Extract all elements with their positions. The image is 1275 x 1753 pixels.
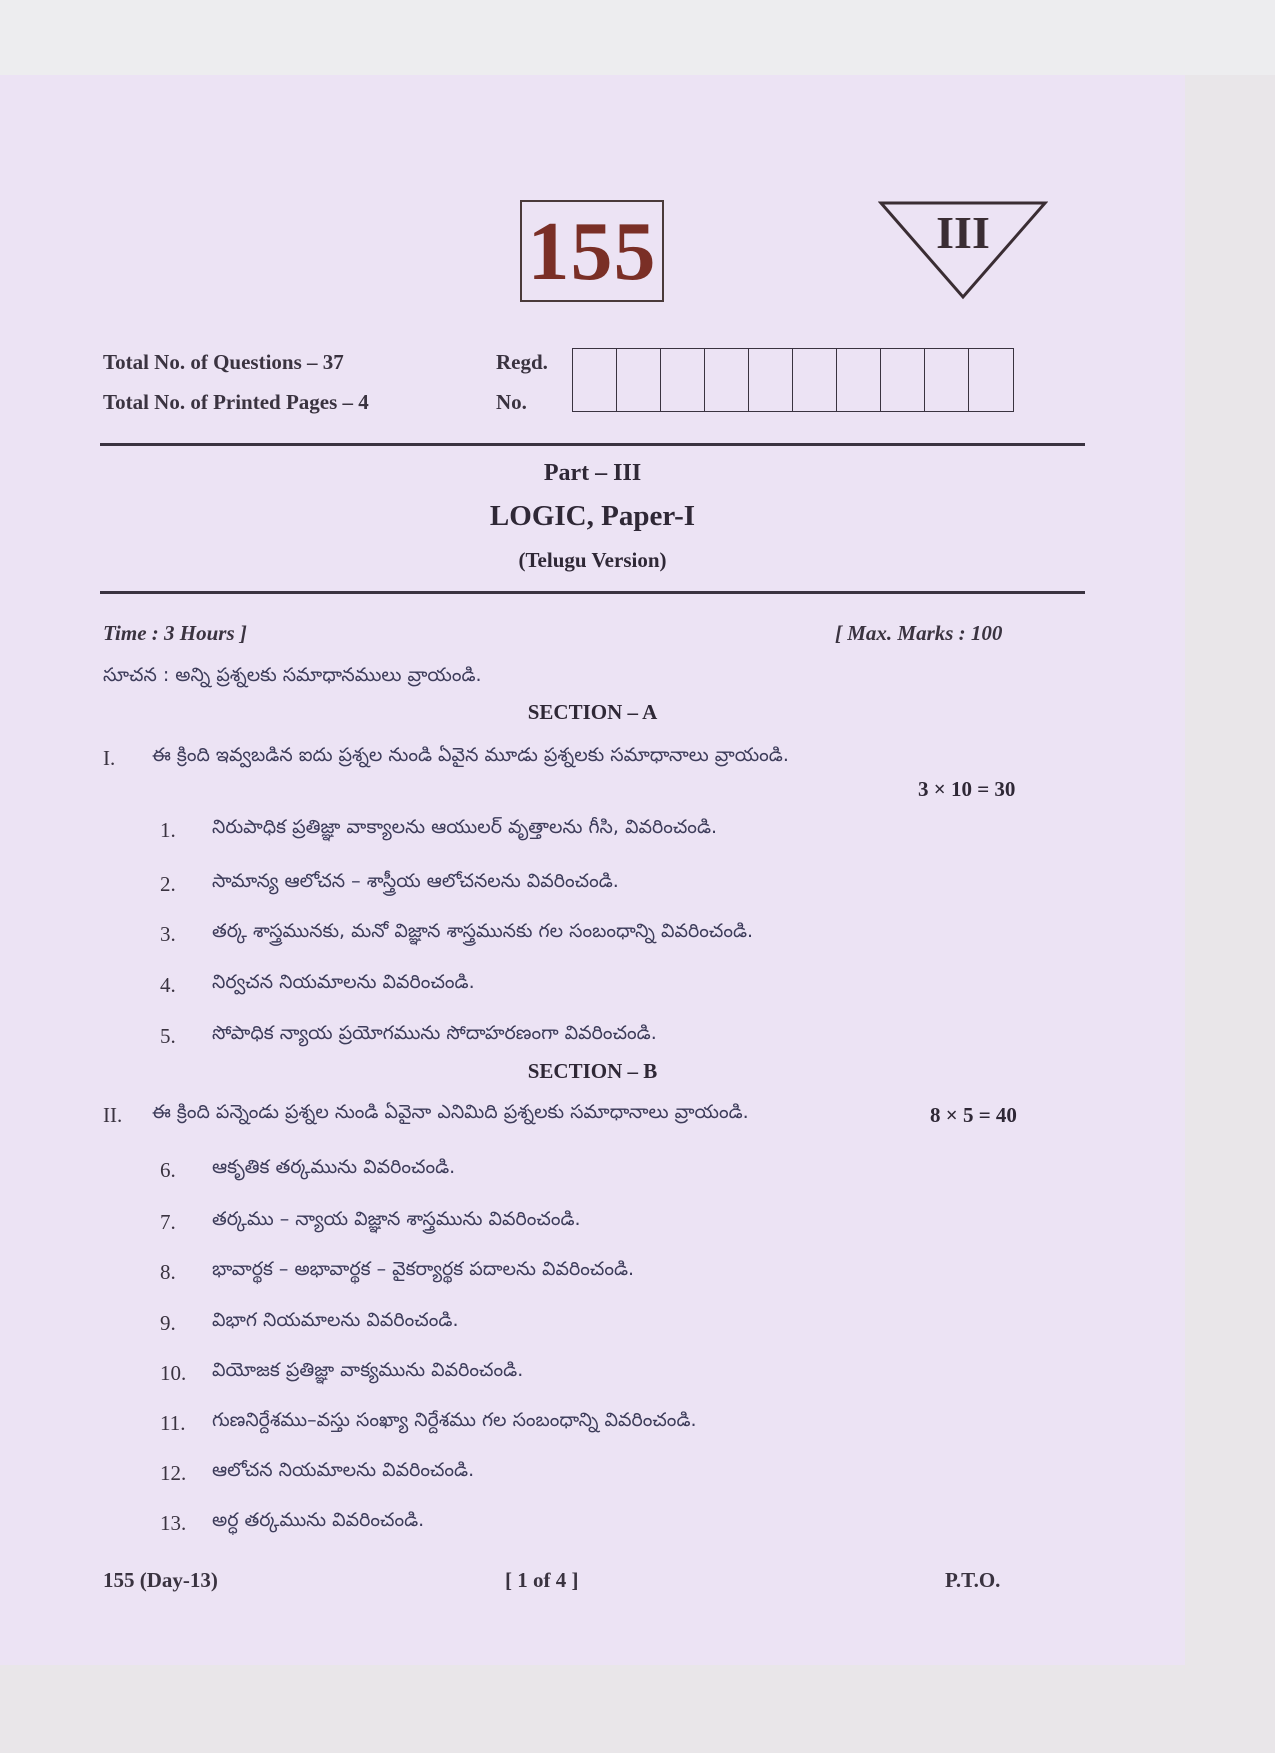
section-a-marks: 3 × 10 = 30 xyxy=(918,777,1016,801)
set-label: III xyxy=(936,207,990,258)
scan-margin xyxy=(0,0,1275,75)
question-text: అర్ధ తర్కమును వివరించండి. xyxy=(212,1509,425,1531)
max-marks-label: [ Max. Marks : 100 xyxy=(835,621,1003,645)
version-label: (Telugu Version) xyxy=(518,548,667,572)
general-instruction: సూచన : అన్ని ప్రశ్నలకు సమాధానములు వ్రాయండి. xyxy=(103,664,482,686)
question-text: తర్కము – న్యాయ విజ్ఞాన శాస్త్రమును వివరించండి. xyxy=(212,1208,581,1230)
question-text: గుణనిర్దేశము–వస్తు సంఖ్యా నిర్దేశము గల సంబంధాన్ని వివరించండి. xyxy=(212,1409,697,1431)
regd-cell[interactable] xyxy=(881,349,925,411)
section-a-roman: I. xyxy=(103,746,116,770)
section-b-title: SECTION – B xyxy=(527,1059,658,1083)
question-number: 4. xyxy=(160,973,176,997)
total-questions: Total No. of Questions – 37 xyxy=(103,350,344,374)
regd-number-grid[interactable] xyxy=(572,348,1014,412)
section-a-instruction: ఈ క్రింది ఇవ్వబడిన ఐదు ప్రశ్నల నుండి ఏవైన మూడు ప్రశ్నలకు సమాధానాలు వ్రాయండి. xyxy=(152,744,789,766)
pto-label: P.T.O. xyxy=(945,1568,1001,1592)
question-number: 12. xyxy=(160,1461,187,1485)
question-number: 8. xyxy=(160,1260,176,1284)
section-b-marks: 8 × 5 = 40 xyxy=(930,1103,1017,1127)
total-pages: Total No. of Printed Pages – 4 xyxy=(103,390,369,414)
question-text: ఆలోచన నియమాలను వివరించండి. xyxy=(212,1459,475,1481)
page-indicator: [ 1 of 4 ] xyxy=(505,1568,579,1592)
regd-cell[interactable] xyxy=(793,349,837,411)
time-label: Time : 3 Hours ] xyxy=(103,621,247,645)
paper-code-box xyxy=(520,200,664,302)
question-number: 5. xyxy=(160,1024,176,1048)
regd-cell[interactable] xyxy=(749,349,793,411)
question-text: సోపాధిక న్యాయ ప్రయోగమును సోదాహరణంగా వివరించండి. xyxy=(212,1022,657,1044)
regd-label: Regd. xyxy=(496,350,548,374)
question-text: భావార్థక – అభావార్థక – వైకర్యార్థక పదాలను వివరించండి. xyxy=(212,1258,635,1280)
section-a-title: SECTION – A xyxy=(527,700,658,724)
question-number: 13. xyxy=(160,1511,187,1535)
regd-cell[interactable] xyxy=(837,349,881,411)
section-b-roman: II. xyxy=(103,1103,123,1127)
question-text: వియోజక ప్రతిజ్ఞా వాక్యమును వివరించండి. xyxy=(212,1359,524,1381)
regd-cell[interactable] xyxy=(969,349,1013,411)
regd-cell[interactable] xyxy=(661,349,705,411)
question-number: 3. xyxy=(160,922,176,946)
question-text: ఆకృతిక తర్కమును వివరించండి. xyxy=(212,1156,456,1178)
question-number: 11. xyxy=(160,1411,186,1435)
paper-code: 155 xyxy=(527,205,657,298)
divider-bottom xyxy=(100,591,1085,594)
regd-cell[interactable] xyxy=(925,349,969,411)
divider-top xyxy=(100,443,1085,446)
part-title: Part – III xyxy=(543,460,642,486)
footer-code: 155 (Day-13) xyxy=(103,1568,218,1592)
question-number: 1. xyxy=(160,818,176,842)
question-number: 9. xyxy=(160,1311,176,1335)
question-text: నిరుపాధిక ప్రతిజ్ఞా వాక్యాలను ఆయులర్ వృత్తాలను గీసి, వివరించండి. xyxy=(212,816,718,838)
regd-cell[interactable] xyxy=(573,349,617,411)
section-b-instruction: ఈ క్రింది పన్నెండు ప్రశ్నల నుండి ఏవైనా ఎనిమిది ప్రశ్నలకు సమాధానాలు వ్రాయండి. xyxy=(152,1101,749,1123)
question-text: నిర్వచన నియమాలను వివరించండి. xyxy=(212,971,475,993)
question-text: తర్క శాస్త్రమునకు, మనో విజ్ఞాన శాస్త్రమునకు గల సంబంధాన్ని వివరించండి. xyxy=(212,920,754,942)
question-number: 2. xyxy=(160,872,176,896)
regd-no-label: No. xyxy=(496,390,527,414)
question-text: సామాన్య ఆలోచన – శాస్త్రీయ ఆలోచనలను వివరించండి. xyxy=(212,870,619,892)
question-text: విభాగ నియమాలను వివరించండి. xyxy=(212,1309,459,1331)
subject-title: LOGIC, Paper-I xyxy=(489,500,696,532)
question-number: 7. xyxy=(160,1210,176,1234)
question-number: 10. xyxy=(160,1361,187,1385)
regd-cell[interactable] xyxy=(705,349,749,411)
regd-cell[interactable] xyxy=(617,349,661,411)
question-number: 6. xyxy=(160,1158,176,1182)
